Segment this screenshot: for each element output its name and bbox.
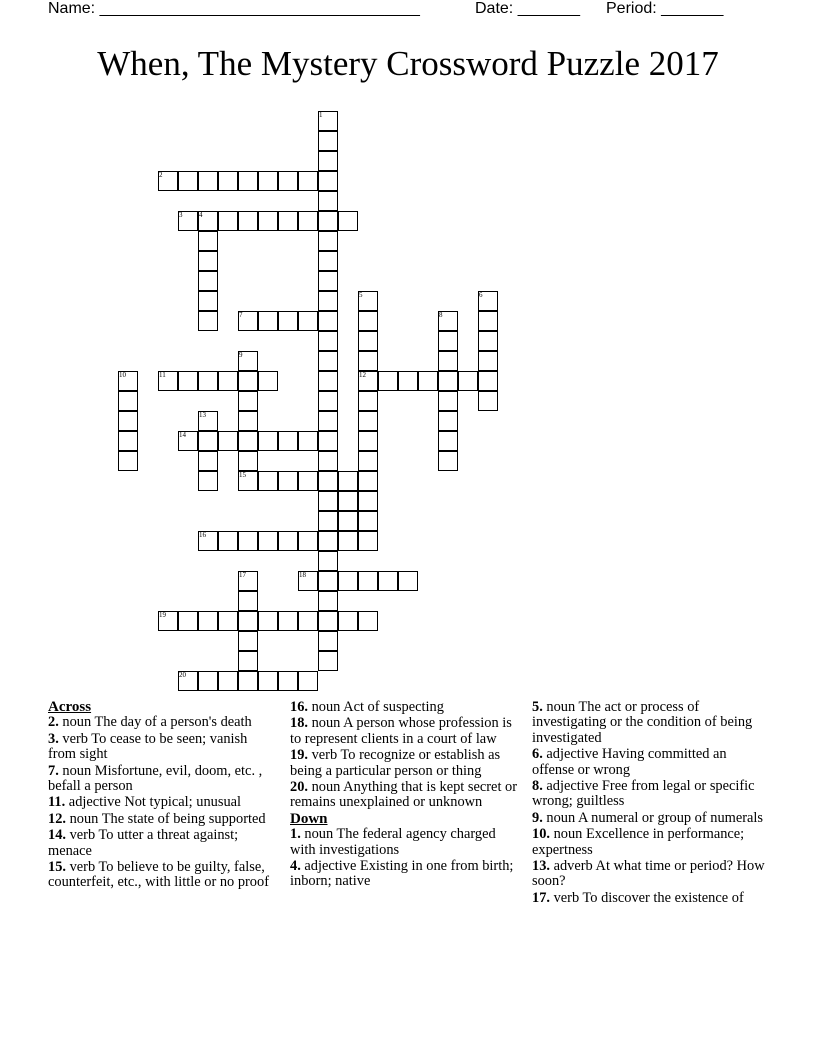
clue-number: 4 [199,211,203,219]
grid-cell[interactable] [338,611,358,631]
clue-number: 5 [359,291,363,299]
clue-item-number: 17. [532,889,550,906]
grid-cell[interactable] [118,451,138,471]
clue-number: 20 [179,671,186,679]
grid-cell[interactable] [318,231,338,251]
name-field[interactable]: Name: ____________________________________ [48,0,420,17]
grid-cell[interactable] [318,251,338,271]
clue-item [290,748,522,779]
grid-cell[interactable] [198,451,218,471]
grid-cell[interactable] [378,571,398,591]
grid-cell[interactable] [258,171,278,191]
clue-item-text: noun A person whose profession is to represent clients in a court of law [290,715,512,747]
grid-cell[interactable] [218,431,238,451]
grid-cell[interactable] [218,371,238,391]
grid-cell[interactable] [438,451,458,471]
grid-cell[interactable] [318,211,338,231]
clue-item-text: noun A numeral or group of numerals [542,809,764,826]
clue-number: 1 [319,111,323,119]
clue-item-text: verb To utter a threat against; menace [48,827,239,859]
grid-cell[interactable] [178,611,198,631]
grid-cell[interactable] [298,311,318,331]
grid-cell[interactable] [278,171,298,191]
grid-cell[interactable] [238,431,258,451]
clue-number: 7 [239,311,243,319]
grid-cell[interactable] [318,531,338,551]
grid-cell[interactable] [258,671,278,691]
clue-item [290,827,522,858]
grid-cell[interactable] [358,411,378,431]
clue-number: 6 [479,291,483,299]
grid-cell[interactable] [218,671,238,691]
clue-item-text: verb To believe to be guilty, false, counterfeit, etc., with little or no proof [48,859,269,891]
grid-cell[interactable] [238,451,258,471]
clue-item-text: noun The act or process of investigating or the condition of being investigated [532,699,753,746]
grid-cell[interactable] [238,631,258,651]
puzzle-title: When, The Mystery Crossword Puzzle 2017 [97,44,719,83]
grid-cell[interactable] [438,371,458,391]
clue-item-number: 2. [48,714,59,731]
grid-cell[interactable] [358,351,378,371]
clue-number: 11 [159,371,166,379]
grid-cell[interactable] [258,471,278,491]
grid-cell[interactable] [318,511,338,531]
clue-item-text: adverb At what time or period? How soon? [532,858,765,890]
grid-cell[interactable] [318,591,338,611]
grid-cell[interactable] [438,391,458,411]
grid-cell[interactable] [118,431,138,451]
down-heading: Down [290,810,328,827]
grid-cell[interactable] [318,651,338,671]
grid-cell[interactable] [198,171,218,191]
grid-cell[interactable] [318,611,338,631]
clue-item-number: 12. [48,810,66,827]
clue-number: 18 [299,571,306,579]
grid-cell[interactable] [198,311,218,331]
grid-cell[interactable] [238,591,258,611]
clue-item [48,764,276,795]
clue-item [532,859,768,890]
grid-cell[interactable] [218,171,238,191]
grid-cell[interactable] [358,471,378,491]
grid-cell[interactable] [358,531,378,551]
grid-cell[interactable] [298,531,318,551]
clue-item-number: 6. [532,746,543,763]
grid-cell[interactable] [478,391,498,411]
grid-cell[interactable] [218,211,238,231]
grid-cell[interactable] [318,631,338,651]
grid-cell[interactable] [478,371,498,391]
clue-number: 16 [199,531,206,539]
clues-column-3 [532,700,768,907]
grid-cell[interactable] [378,371,398,391]
grid-cell[interactable] [318,371,338,391]
grid-cell[interactable] [318,391,338,411]
clue-item-number: 9. [532,809,543,826]
clue-item-number: 10. [532,826,550,843]
clue-item [290,859,522,890]
grid-cell[interactable] [238,531,258,551]
grid-cell[interactable] [318,451,338,471]
grid-cell[interactable] [418,371,438,391]
clue-item [48,860,276,891]
clue-item-number: 8. [532,778,543,795]
grid-cell[interactable] [238,651,258,671]
grid-cell[interactable] [238,371,258,391]
grid-cell[interactable] [398,571,418,591]
clue-number: 12 [359,371,366,379]
grid-cell[interactable] [238,671,258,691]
grid-cell[interactable] [198,671,218,691]
grid-cell[interactable] [318,411,338,431]
grid-cell[interactable] [258,371,278,391]
clue-item-text: adjective Free from legal or specific wrong; guiltless [532,778,755,810]
grid-cell[interactable] [198,611,218,631]
grid-cell[interactable] [438,351,458,371]
clue-number: 15 [239,471,246,479]
grid-cell[interactable] [318,171,338,191]
grid-cell[interactable] [358,331,378,351]
clue-number: 8 [439,311,443,319]
grid-cell[interactable] [198,291,218,311]
grid-cell[interactable] [318,571,338,591]
clue-item-text: noun Anything that is kept secret or remains unexplained or unknown [290,779,518,811]
clue-number: 13 [199,411,206,419]
clue-item-text: noun The federal agency charged with investigations [290,826,496,858]
clue-item [48,812,276,827]
grid-cell[interactable] [358,491,378,511]
clue-item-number: 16. [290,699,308,715]
clue-number: 19 [159,611,166,619]
grid-cell[interactable] [278,671,298,691]
grid-cell[interactable] [438,411,458,431]
grid-cell[interactable] [338,531,358,551]
grid-cell[interactable] [358,611,378,631]
grid-cell[interactable] [298,431,318,451]
grid-cell[interactable] [338,471,358,491]
clue-item-number: 1. [290,826,301,843]
clue-number: 9 [239,351,243,359]
clue-number: 10 [119,371,126,379]
clue-item-number: 15. [48,859,66,876]
clue-item [290,700,522,715]
clue-item [532,827,768,858]
grid-cell[interactable] [338,211,358,231]
grid-cell[interactable] [318,431,338,451]
clue-number: 2 [159,171,163,179]
clue-item-text: verb To discover the existence of [550,889,744,906]
grid-cell[interactable] [238,391,258,411]
grid-cell[interactable] [318,291,338,311]
grid-cell[interactable] [238,211,258,231]
clue-item-number: 7. [48,762,59,779]
clues-column-2 [290,700,522,891]
clue-item [48,732,276,763]
grid-cell[interactable] [278,611,298,631]
clue-item [532,811,768,826]
grid-cell[interactable] [298,611,318,631]
grid-cell[interactable] [298,211,318,231]
grid-cell[interactable] [358,511,378,531]
grid-cell[interactable] [278,471,298,491]
grid-cell[interactable] [118,411,138,431]
clue-item-number: 4. [290,858,301,875]
clue-item [48,828,276,859]
clue-item-text: noun Misfortune, evil, doom, etc. , befall a person [48,762,263,795]
grid-cell[interactable] [438,431,458,451]
clue-item-text: verb To recognize or establish as being a particular person or thing [290,747,501,779]
grid-cell[interactable] [318,271,338,291]
clue-item-number: 18. [290,715,308,732]
grid-cell[interactable] [258,431,278,451]
grid-cell[interactable] [318,491,338,511]
grid-cell[interactable] [258,311,278,331]
grid-cell[interactable] [278,311,298,331]
period-field[interactable]: Period: _______ [606,0,724,17]
grid-cell[interactable] [198,431,218,451]
grid-cell[interactable] [198,251,218,271]
grid-cell[interactable] [258,531,278,551]
clue-item [48,715,276,730]
grid-cell[interactable] [258,611,278,631]
clue-number: 14 [179,431,186,439]
clue-item-text: adjective Having committed an offense or wrong [532,746,727,778]
clue-number: 3 [179,211,183,219]
clue-item-number: 19. [290,747,308,764]
grid-cell[interactable] [458,371,478,391]
grid-cell[interactable] [318,471,338,491]
clue-item-text: noun The day of a person's death [58,714,252,731]
clue-item-text: noun Excellence in performance; expertness [532,826,745,858]
clue-item [48,795,276,810]
clue-item-number: 3. [48,730,59,747]
grid-cell[interactable] [318,551,338,571]
grid-cell[interactable] [318,191,338,211]
grid-cell[interactable] [238,411,258,431]
grid-cell[interactable] [338,571,358,591]
clue-item-number: 14. [48,827,66,844]
grid-cell[interactable] [298,471,318,491]
clue-item [532,700,768,746]
grid-cell[interactable] [358,311,378,331]
grid-cell[interactable] [398,371,418,391]
grid-cell[interactable] [478,311,498,331]
clue-item-text: verb To cease to be seen; vanish from sight [48,730,248,763]
clue-item [532,747,768,778]
clue-item [290,716,522,747]
grid-cell[interactable] [358,431,378,451]
grid-cell[interactable] [298,671,318,691]
grid-cell[interactable] [318,331,338,351]
grid-cell[interactable] [258,211,278,231]
grid-cell[interactable] [338,491,358,511]
grid-cell[interactable] [178,371,198,391]
grid-cell[interactable] [298,171,318,191]
grid-cell[interactable] [478,331,498,351]
date-field[interactable]: Date: _______ [475,0,580,17]
grid-cell[interactable] [438,331,458,351]
grid-cell[interactable] [278,531,298,551]
grid-cell[interactable] [178,171,198,191]
clue-item-number: 11. [48,794,66,811]
grid-cell[interactable] [478,351,498,371]
grid-cell[interactable] [358,391,378,411]
clue-item-number: 5. [532,699,543,715]
clue-item-text: adjective Existing in one from birth; inborn; native [290,858,514,890]
grid-cell[interactable] [198,371,218,391]
clue-item-number: 13. [532,858,550,875]
across-heading: Across [48,699,92,715]
grid-cell[interactable] [318,351,338,371]
clue-item-text: noun Act of suspecting [308,699,444,715]
grid-cell[interactable] [198,231,218,251]
grid-cell[interactable] [318,151,338,171]
clue-item [532,779,768,810]
clues-column-1 [48,700,276,892]
grid-cell[interactable] [198,471,218,491]
clue-item [290,780,522,811]
grid-cell[interactable] [218,531,238,551]
grid-cell[interactable] [358,451,378,471]
clue-item [532,891,768,906]
grid-cell[interactable] [198,271,218,291]
clue-item-number: 20. [290,779,308,796]
grid-cell[interactable] [338,511,358,531]
grid-cell[interactable] [238,611,258,631]
clue-number: 17 [239,571,246,579]
grid-cell[interactable] [218,611,238,631]
grid-cell[interactable] [358,571,378,591]
grid-cell[interactable] [278,431,298,451]
grid-cell[interactable] [118,391,138,411]
grid-cell[interactable] [278,211,298,231]
clue-item-text: adjective Not typical; unusual [65,794,242,811]
grid-cell[interactable] [318,311,338,331]
grid-cell[interactable] [318,131,338,151]
clue-item-text: noun The state of being supported [66,810,266,827]
grid-cell[interactable] [238,171,258,191]
